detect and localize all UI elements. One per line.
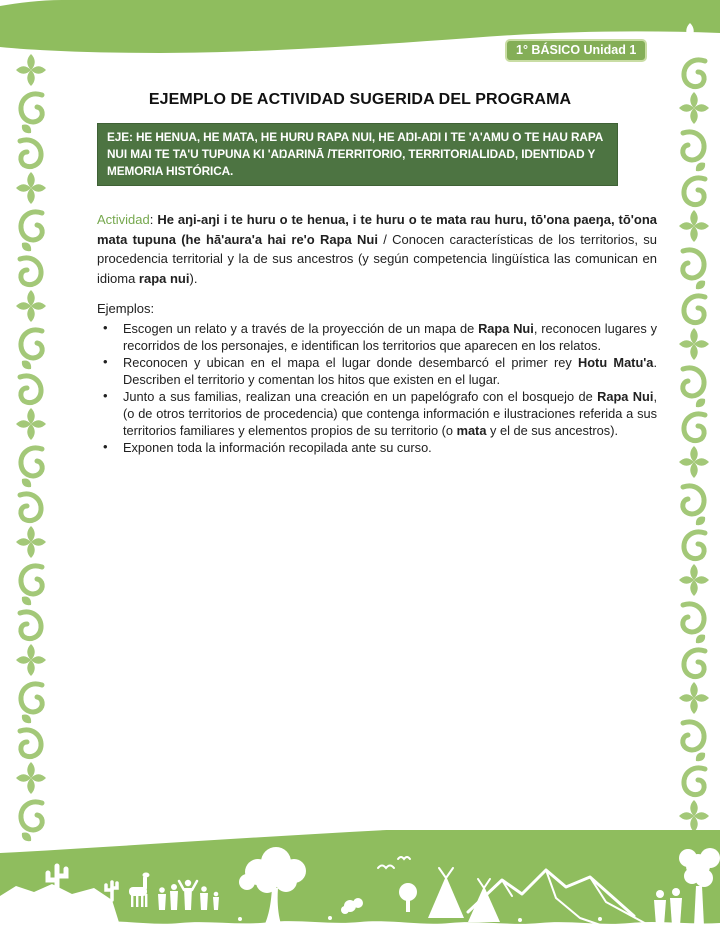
eje-heading-box: EJE: HE HENUA, HE MATA, HE HURU RAPA NUI, HE AŊI-AŊI I TE 'A'AMU O TE HAU RAPA NUI MAI TE TA'U TUPUNA KI 'AŊARINĀ /TERRITORIO, TERRITORIALIDAD, IDENTIDAD Y MEMORIA HISTÓRICA.: [97, 123, 618, 186]
example-item-text: Exponen toda la información recopilada ante su curso.: [123, 440, 432, 456]
examples-list: [97, 321, 657, 457]
example-item: [97, 440, 657, 457]
examples-heading: Ejemplos:: [97, 301, 155, 316]
example-item: [97, 321, 657, 354]
example-item-text: Reconocen y ubican en el mapa el lugar donde desembarcó el primer rey Hotu Matu'a. Describen el territorio y comentan los hitos que existen en el lugar.: [123, 355, 657, 387]
corner-ornament-icon: [672, 22, 708, 56]
right-koru-border-icon: [671, 55, 709, 830]
bullet-icon: •: [103, 388, 108, 404]
bullet-icon: •: [103, 320, 108, 335]
example-item-text: Escogen un relato y a través de la proyección de un mapa de Rapa Nui, reconocen lugares y recorridos de los personajes, e identifican los territorios que aparecen en los relatos.: [123, 321, 658, 353]
activity-paragraph: Actividad: He aŋi-aŋi i te huru o te henua, i te huru o te mata rau huru, tō'ona paeŋa, tō'ona mata tupuna (he hā'aura'a hai re'o Rapa Nui / Conocen características de los territorios, su procedencia territorial y la de sus ancestros (y según competencia lingüística las comunican en idioma rapa nui).: [97, 212, 657, 286]
bullet-icon: •: [103, 354, 108, 370]
unit-badge: 1° BÁSICO Unidad 1: [505, 39, 647, 62]
landscape-illustration: [0, 830, 720, 932]
example-item: [97, 389, 657, 439]
example-item-text: Junto a sus familias, realizan una creación en un papelógrafo con el bosquejo de Rapa Nui, (o de otros territorios de procedencia) que contenga información e ilustraciones referida a sus territorios familiares y elementos propios de su territorio (o mata y el de sus ancestros).: [123, 389, 657, 438]
page-title: EJEMPLO DE ACTIVIDAD SUGERIDA DEL PROGRAMA: [148, 91, 572, 108]
left-koru-border-icon: [16, 53, 46, 845]
content-column: [97, 123, 657, 458]
bullet-icon: •: [103, 439, 108, 455]
example-item: [97, 355, 657, 388]
